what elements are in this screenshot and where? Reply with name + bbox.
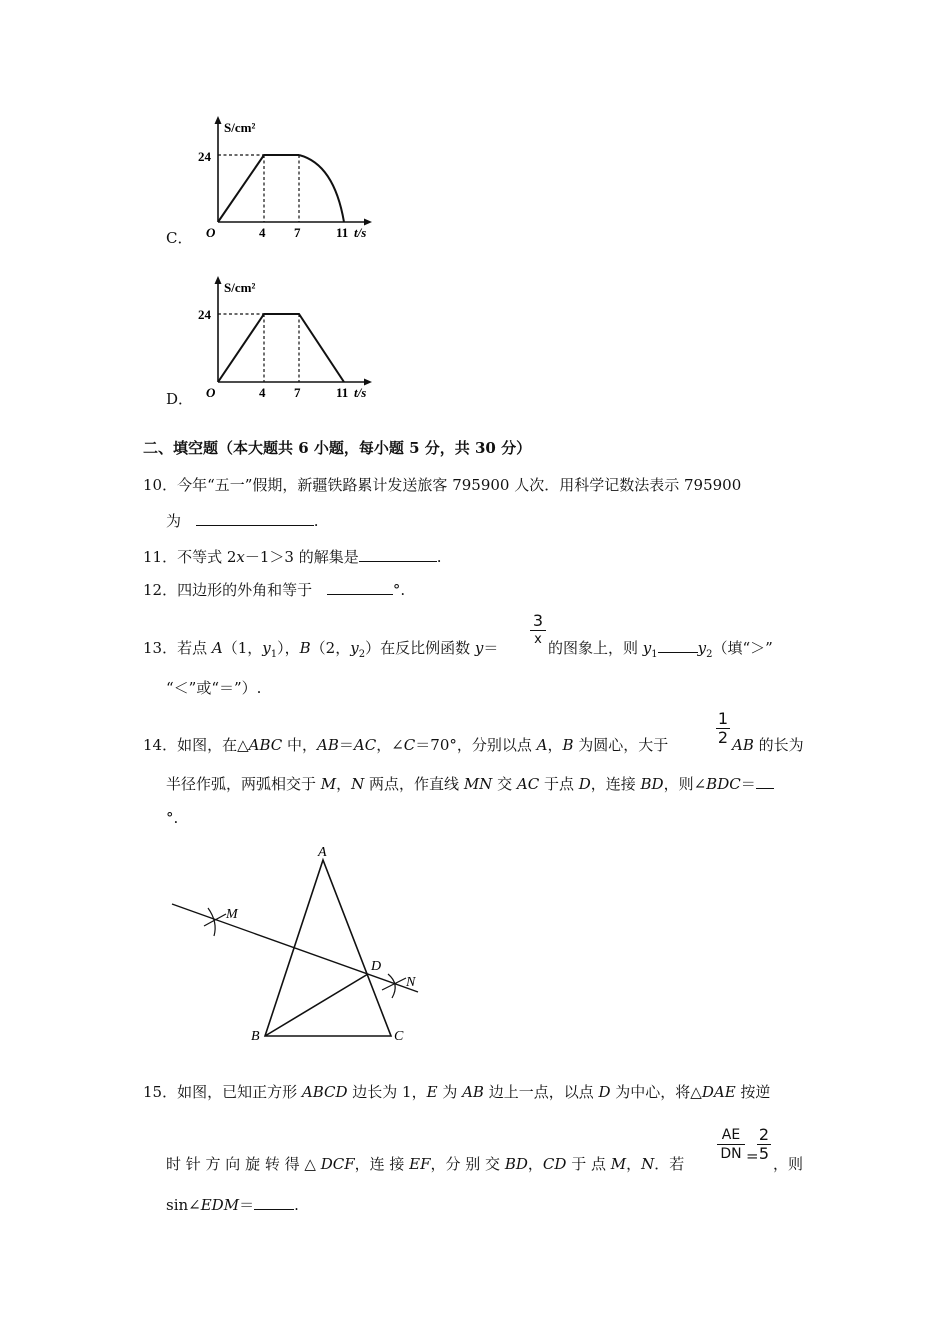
option-d-x-tick-7: 7	[294, 385, 301, 400]
point-d-label: D	[371, 959, 382, 974]
question-15-numerator-ae: AE	[721, 1127, 741, 1143]
question-11-var: x	[236, 548, 245, 566]
option-d-graph	[196, 274, 386, 404]
point-m-label: M	[226, 907, 238, 922]
option-c-x-tick-7: 7	[294, 225, 301, 240]
question-13-fraction	[530, 612, 546, 649]
section-heading: 二、填空题（本大题共 6 小题，每小题 5 分，共 30 分）	[143, 439, 532, 457]
question-11-prefix: 11．不等式 2	[143, 548, 237, 566]
question-12-suffix: °.	[392, 581, 406, 599]
question-15-line1: 15．如图，已知正方形 ABCD 边长为 1，E 为 AB 边上一点，以点 D 为中心，将△DAE 按逆	[143, 1083, 771, 1101]
question-15-denominator-dn: DN	[720, 1146, 742, 1162]
question-15-numerator-2: 2	[758, 1125, 770, 1144]
question-13-line1-rest: 的图象上，则 $y_1$ $y_2$（填“＞”	[548, 639, 773, 660]
question-10-suffix: .	[313, 512, 319, 530]
question-11-suffix: .	[436, 548, 442, 566]
option-d-label: D．	[166, 390, 194, 408]
answer-blank-11[interactable]	[359, 547, 437, 562]
question-10-line1: 10．今年“五一”假期，新疆铁路累计发送旅客 795900 人次．用科学记数法表示 795900	[143, 476, 742, 494]
question-14-numerator: 1	[717, 709, 729, 728]
answer-blank-14[interactable]	[756, 774, 774, 789]
answer-blank-10[interactable]	[196, 511, 314, 526]
question-15-line2: 时 针 方 向 旋 转 得 △ DCF，连 接 EF，分 别 交 BD，CD 于 点 M，N．若	[166, 1155, 685, 1173]
question-15-denominator-5: 5	[758, 1144, 770, 1163]
question-15-line2-end: ，则	[773, 1155, 804, 1173]
question-11	[143, 547, 442, 567]
option-d-y-tick: 24	[198, 307, 211, 322]
question-11-rest: －1＞3 的解集是	[244, 548, 359, 566]
option-c-y-axis-label: S/cm²	[224, 120, 256, 135]
question-15-line3: sin∠EDM＝ .	[166, 1196, 299, 1214]
option-c-origin: O	[206, 225, 216, 240]
question-13-numerator: 3	[532, 611, 544, 630]
answer-blank-15[interactable]	[254, 1195, 294, 1210]
question-12	[143, 580, 405, 600]
option-d-x-axis-label: t/s	[354, 385, 367, 400]
point-a-label: A	[318, 845, 327, 860]
question-13-denominator: x	[534, 632, 542, 647]
question-14-line1-rest: AB 的长为	[732, 736, 804, 754]
question-15-equals: =	[746, 1147, 759, 1165]
point-n-label: N	[406, 975, 416, 990]
question-14-denominator: 2	[717, 728, 729, 747]
option-c-x-tick-4: 4	[259, 225, 266, 240]
option-d-y-axis-label: S/cm²	[224, 280, 256, 295]
option-c-label: C．	[166, 229, 193, 247]
question-15-fraction-left	[717, 1126, 745, 1163]
question-15-fraction-right	[757, 1126, 771, 1163]
question-10-prefix: 为	[166, 512, 182, 530]
question-10-line2	[166, 511, 319, 531]
option-d-x-tick-4: 4	[259, 385, 266, 400]
answer-blank-12[interactable]	[327, 580, 393, 595]
option-c-x-tick-11: 11	[336, 225, 349, 240]
option-d-x-tick-11: 11	[336, 385, 349, 400]
point-b-label: B	[251, 1029, 260, 1044]
point-c-label: C	[394, 1029, 404, 1044]
answer-blank-13[interactable]	[658, 638, 698, 653]
question-12-prefix: 12．四边形的外角和等于	[143, 581, 313, 599]
option-c-y-tick: 24	[198, 149, 211, 164]
option-c-x-axis-label: t/s	[354, 225, 367, 240]
option-d-origin: O	[206, 385, 216, 400]
question-14-line1: 14．如图，在△ABC 中，AB＝AC，∠C＝70°，分别以点 A，B 为圆心，大于	[143, 736, 669, 754]
question-13-line2: “＜”或“＝”）.	[166, 679, 262, 697]
figure-14	[160, 838, 440, 1053]
question-13-line1: 13．若点 A（1，$y_1$），B（2，$y_2$）在反比例函数 y＝	[143, 639, 499, 660]
question-14-line2: 半径作弧，两弧相交于 M，N 两点，作直线 MN 交 AC 于点 D，连接 BD，则∠BDC＝	[166, 774, 774, 794]
option-c-graph	[196, 114, 386, 244]
question-14-fraction	[716, 710, 730, 747]
question-14-line3: °.	[166, 809, 179, 827]
